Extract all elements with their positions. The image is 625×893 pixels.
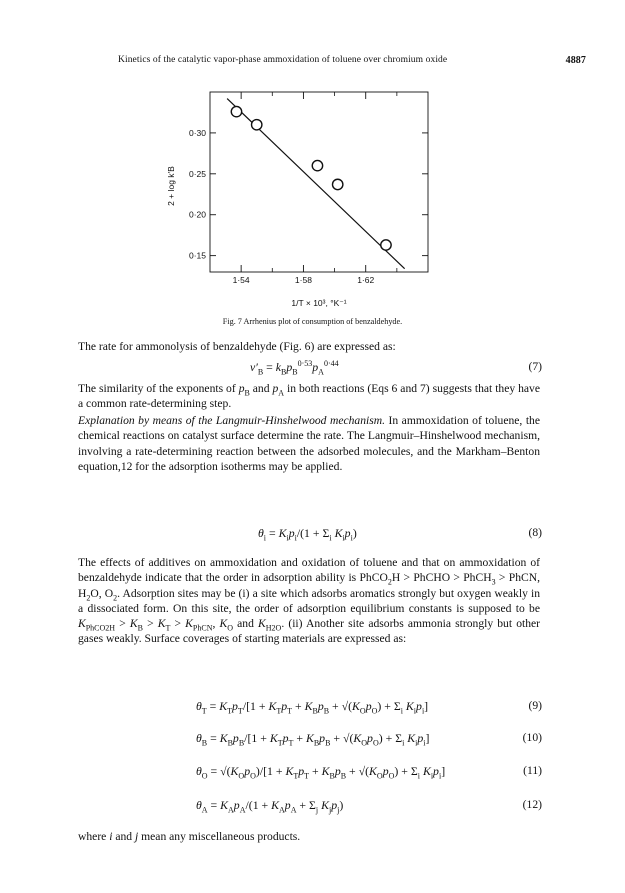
y-tick-label: 0·25: [188, 168, 206, 179]
equation-10: $\theta_B = K_Bp_B/[1 + K_Tp_T + K_Bp_B + √(K_Op_O) + \Sigma_i$ $K_ip_i$]: [196, 731, 430, 748]
plot-frame: [210, 92, 428, 272]
running-header: [118, 55, 586, 66]
arrhenius-plot: [160, 84, 480, 310]
equation-number: (10): [522, 731, 542, 744]
y-tick-label: 0·30: [188, 127, 206, 138]
equation-number: (7): [528, 360, 542, 373]
paragraph-body: In ammoxidation of toluene, the chemical reactions on catalyst surface determine the rate. The Langmuir–Hinshelwood mechanism, involving a rate-determining reaction between the adsorbed molecules, and the Markham–Benton equation,12 for the adsorption isotherms may be applied.: [78, 414, 540, 473]
paragraph-heading: Explanation by means of the Langmuir-Hinshelwood mechanism.: [78, 414, 386, 427]
equation-9: $\theta_T = K_Tp_T/[1 + K_Tp_T + K_Bp_B + √(K_Op_O) + \Sigma_i$ $K_ip_i$]: [196, 699, 429, 716]
data-point: [332, 179, 342, 189]
paragraph-closing: where i and j mean any miscellaneous products.: [78, 830, 301, 843]
equation-12: $\theta_A = K_Ap_A/(1 + K_Ap_A + \Sigma_j$ $K_jp_j$): [196, 798, 344, 815]
data-point: [312, 160, 322, 170]
equation-11: $\theta_O = √(K_Op_O)/[1 + K_Tp_T + K_Bp_B + √(K_Op_O) + \Sigma_i$ $K_ip_i$]: [196, 764, 446, 781]
equation-number: (11): [523, 764, 542, 777]
data-point: [231, 106, 241, 116]
x-tick-label: 1·54: [232, 275, 250, 285]
paragraph-additives: The effects of additives on ammoxidation and oxidation of toluene and that on ammoxidation of benzaldehyde indicate that the order in adsorption ability is PhCO$_2$H > PhCHO > PhCH$_3$ > PhCN, $H_2O$, $O_2$. Adsorption sites may be (i) a site which adsorbs aromatics strongly but oxygen weakly in a dissociated form. On this site, the order of adsorption equilibrium constants is supposed to be $K_{PhCO2H} > K_B > K_T > K_{PhCN}$, $K_O$ and $K_{H2O}$. (ii) Another site adsorbs ammonia strongly but other gases weakly. Surface coverages of starting materials are expressed as:: [78, 556, 541, 646]
y-tick-label: 0·20: [188, 209, 206, 220]
running-title: Kinetics of the catalytic vapor-phase ammoxidation of toluene over chromium oxide: [118, 55, 448, 65]
x-tick-label: 1·62: [357, 275, 375, 285]
equation-number: (9): [528, 699, 542, 712]
y-axis-label: 2 + log k′B: [166, 166, 176, 206]
paragraph-langmuir: [78, 413, 540, 474]
equation-7: $v'_B = k_Bp_B^{0\cdot 53}p_A^{0\cdot 44}$: [250, 359, 339, 377]
paragraph-ammonolysis: The rate for ammonolysis of benzaldehyde (Fig. 6) are expressed as:: [78, 340, 396, 353]
page-number: 4887: [565, 55, 586, 66]
equation-number: (12): [522, 798, 542, 811]
x-axis-label: 1/T × 10³, °K⁻¹: [291, 298, 347, 308]
equation-number: (8): [528, 526, 542, 539]
x-tick-label: 1·58: [294, 275, 312, 285]
data-point: [252, 120, 262, 130]
paragraph-similarity: The similarity of the exponents of $p_B$ and $p_A$ in both reactions (Eqs 6 and 7) suggests that they have a common rate-determining step.: [78, 382, 540, 411]
figure-caption: Fig. 7 Arrhenius plot of consumption of benzaldehyde.: [222, 317, 403, 326]
data-point: [381, 240, 391, 250]
equation-8: $\theta_i = K_ip_i/(1 + \Sigma_i$ $K_ip_i$): [258, 526, 357, 543]
y-tick-label: 0·15: [188, 250, 206, 261]
